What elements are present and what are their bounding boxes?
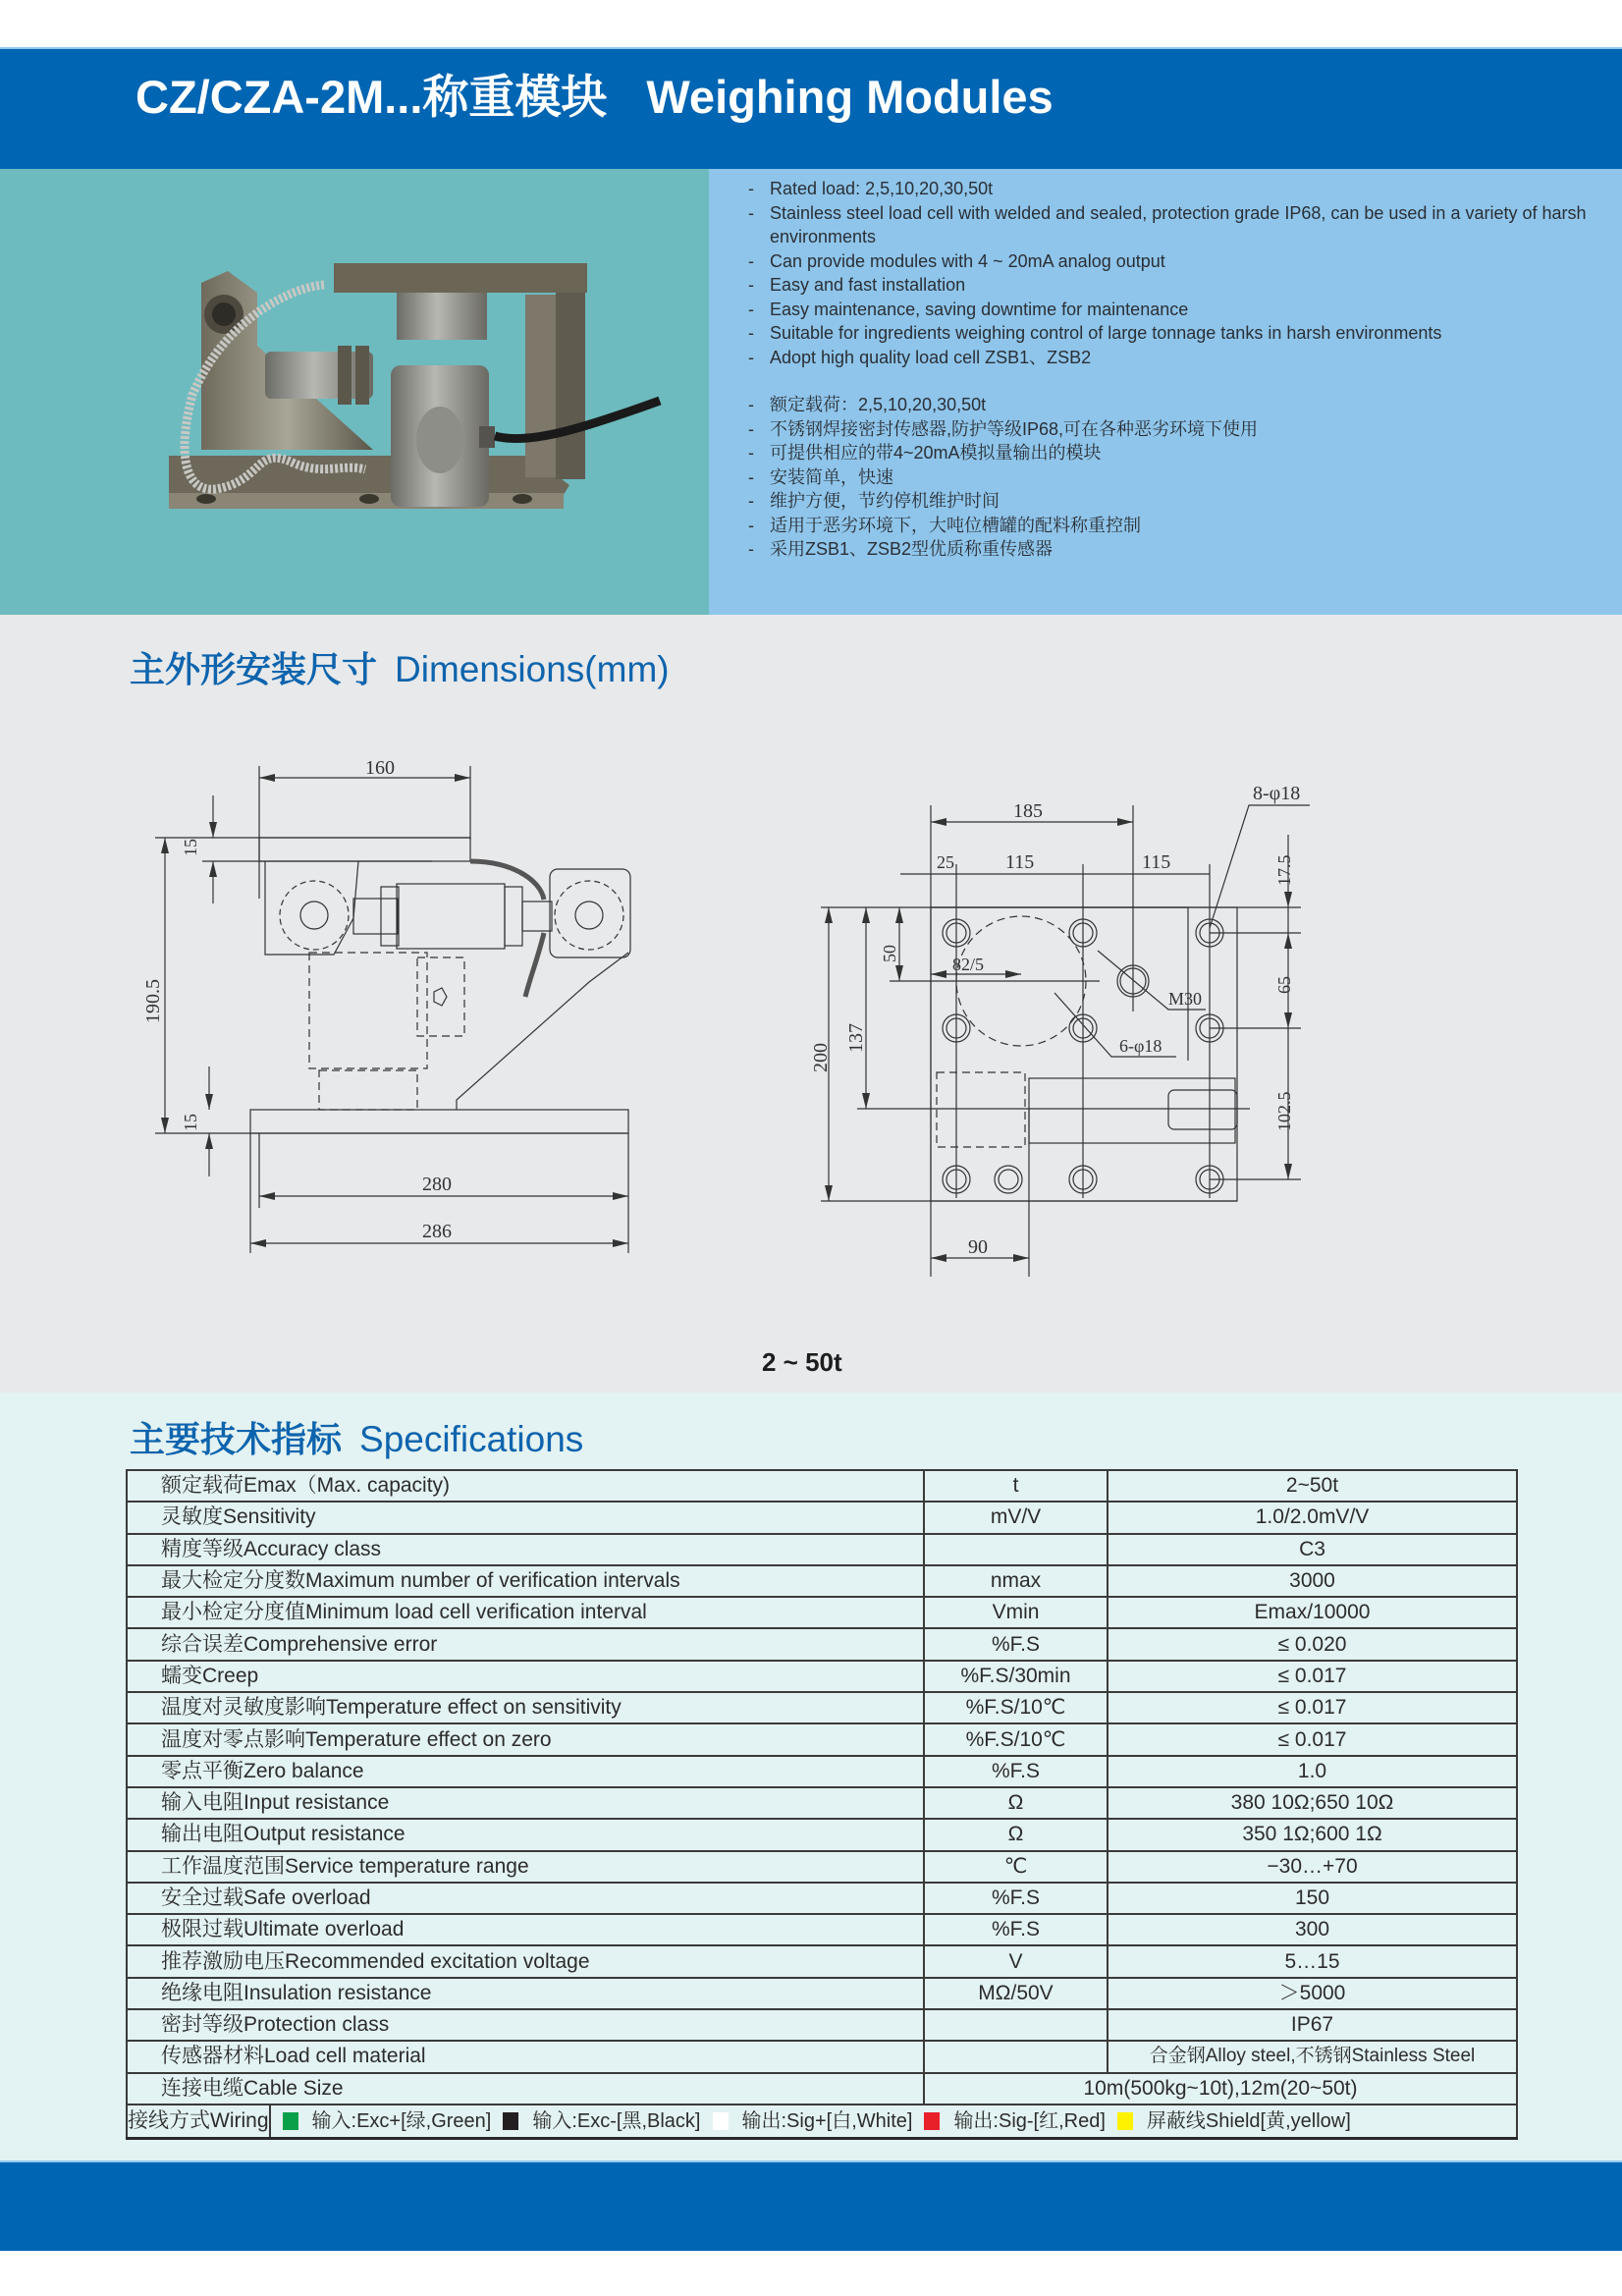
list-gap xyxy=(748,369,1622,393)
feature-item: - 不锈钢焊接密封传感器,防护等级IP68,可在各种恶劣环境下使用 xyxy=(748,417,1622,442)
table-row xyxy=(127,1978,1517,2009)
title-zh: CZ/CZA-2M...称重模块 xyxy=(135,71,608,123)
table-row xyxy=(127,1597,1517,1628)
weighing-module-illustration xyxy=(0,169,709,615)
wire-green xyxy=(283,2107,492,2135)
spec-unit: Ω xyxy=(924,1819,1108,1850)
dim-label: 25 xyxy=(937,852,954,872)
table-row xyxy=(127,1534,1517,1565)
spec-unit: %F.S xyxy=(924,1914,1108,1945)
spec-value: 2~50t xyxy=(1108,1470,1517,1502)
spec-label: 连接电缆Cable Size xyxy=(127,2073,924,2105)
spec-label: 零点平衡Zero balance xyxy=(127,1756,924,1787)
spec-label: 传感器材料Load cell material xyxy=(127,2041,924,2072)
spec-unit: t xyxy=(924,1470,1108,1502)
spec-label: 最大检定分度数Maximum number of verification intervals xyxy=(127,1565,924,1597)
spec-unit: %F.S/30min xyxy=(924,1661,1108,1692)
side-view-drawing xyxy=(137,746,746,1267)
specifications-table xyxy=(126,1469,1518,2140)
heading-zh: 主外形安装尺寸 xyxy=(130,649,378,689)
wiring-cell xyxy=(127,2105,1517,2139)
spec-value: 10m(500kg~10t),12m(20~50t) xyxy=(924,2073,1517,2105)
wire-black xyxy=(503,2107,700,2135)
footer-band xyxy=(0,2160,1622,2251)
dim-label: 17.5 xyxy=(1274,854,1294,886)
spec-unit xyxy=(924,2041,1108,2072)
spec-label: 蠕变Creep xyxy=(127,1661,924,1692)
wire-label: 输出:Sig-[红,Red] xyxy=(953,2109,1106,2132)
feature-list-panel xyxy=(709,169,1622,615)
feature-item: - Adopt high quality load cell ZSB1、ZSB2 xyxy=(748,346,1622,370)
spec-value: 5…15 xyxy=(1108,1945,1517,1977)
product-photo xyxy=(0,169,709,615)
feature-item: - Easy maintenance, saving downtime for maintenance xyxy=(748,298,1622,322)
spec-label: 绝缘电阻Insulation resistance xyxy=(127,1978,924,2009)
dim-label: 115 xyxy=(1005,851,1035,873)
spec-unit: ℃ xyxy=(924,1851,1108,1883)
hero-section xyxy=(0,169,1622,615)
spec-unit: MΩ/50V xyxy=(924,1978,1108,2009)
spec-unit: nmax xyxy=(924,1565,1108,1597)
top-view-drawing xyxy=(805,766,1541,1316)
feature-list-en xyxy=(748,177,1622,369)
table-row xyxy=(127,2009,1517,2041)
feature-item: - 适用于恶劣环境下，大吨位槽罐的配料称重控制 xyxy=(748,514,1622,538)
dim-label: 50 xyxy=(880,945,899,962)
spec-label: 精度等级Accuracy class xyxy=(127,1534,924,1565)
spec-label: 灵敏度Sensitivity xyxy=(127,1502,924,1533)
yellow-swatch-icon xyxy=(1117,2112,1133,2130)
spec-value: 合金钢Alloy steel,不锈钢Stainless Steel xyxy=(1108,2041,1517,2072)
spec-value: 3000 xyxy=(1108,1565,1517,1597)
feature-item: - 安装简单，快速 xyxy=(748,465,1622,490)
heading-en: Specifications xyxy=(359,1419,584,1459)
feature-list-zh xyxy=(748,393,1622,562)
feature-item: - 额定载荷：2,5,10,20,30,50t xyxy=(748,393,1622,417)
white-swatch-icon xyxy=(713,2112,729,2130)
table-row xyxy=(127,1628,1517,1660)
feature-item: - Rated load: 2,5,10,20,30,50t xyxy=(748,177,1622,201)
dim-label: 15 xyxy=(181,839,200,856)
wire-label: 输出:Sig+[白,White] xyxy=(741,2109,913,2132)
red-swatch-icon xyxy=(924,2112,940,2130)
table-row xyxy=(127,2041,1517,2072)
title-en: Weighing Modules xyxy=(646,71,1054,123)
bottom-margin xyxy=(0,2251,1622,2296)
table-row xyxy=(127,1565,1517,1597)
table-row xyxy=(127,1502,1517,1533)
spec-unit: %F.S/10℃ xyxy=(924,1723,1108,1755)
wire-label: 屏蔽线Shield[黄,yellow] xyxy=(1146,2109,1351,2132)
table-row-wiring xyxy=(127,2105,1517,2139)
table-row xyxy=(127,1883,1517,1914)
spec-value: C3 xyxy=(1108,1534,1517,1565)
dim-label: 102.5 xyxy=(1274,1091,1294,1131)
table-row xyxy=(127,1661,1517,1692)
spec-label: 综合误差Comprehensive error xyxy=(127,1628,924,1660)
spec-label: 密封等级Protection class xyxy=(127,2009,924,2041)
wire-label: 输入:Exc+[绿,Green] xyxy=(311,2109,492,2132)
table-row xyxy=(127,1851,1517,1883)
heading-zh: 主要技术指标 xyxy=(130,1419,343,1459)
spec-value: Emax/10000 xyxy=(1108,1597,1517,1628)
capacity-caption: 2 ~ 50t xyxy=(762,1347,842,1377)
spec-value: ＞5000 xyxy=(1108,1978,1517,2009)
table-row xyxy=(127,1723,1517,1755)
table-row xyxy=(127,1787,1517,1819)
dim-label: 115 xyxy=(1142,851,1171,873)
dim-label: 65 xyxy=(1274,976,1294,994)
green-swatch-icon xyxy=(283,2112,298,2130)
top-margin xyxy=(0,0,1622,47)
spec-label: 最小检定分度值Minimum load cell verification interval xyxy=(127,1597,924,1628)
specifications-section xyxy=(0,1393,1622,2160)
table-row xyxy=(127,1819,1517,1850)
dim-label: 8-φ18 xyxy=(1253,783,1301,804)
spec-unit: V xyxy=(924,1945,1108,1977)
spec-label: 温度对零点影响Temperature effect on zero xyxy=(127,1723,924,1755)
wire-white xyxy=(713,2107,913,2135)
spec-value: 150 xyxy=(1108,1883,1517,1914)
table-row-cable xyxy=(127,2073,1517,2105)
dim-label: 90 xyxy=(968,1236,988,1258)
spec-unit: %F.S xyxy=(924,1883,1108,1914)
spec-label: 极限过载Ultimate overload xyxy=(127,1914,924,1945)
table-row xyxy=(127,1914,1517,1945)
feature-item: - 可提供相应的带4~20mA模拟量输出的模块 xyxy=(748,441,1622,465)
feature-item: - 维护方便，节约停机维护时间 xyxy=(748,489,1622,514)
dim-label: 82/5 xyxy=(952,955,985,974)
spec-unit xyxy=(924,2009,1108,2041)
spec-value: 350 1Ω;600 1Ω xyxy=(1108,1819,1517,1850)
spec-unit: mV/V xyxy=(924,1502,1108,1533)
page-title xyxy=(135,61,1054,127)
dim-label: M30 xyxy=(1168,989,1203,1009)
table-row xyxy=(127,1692,1517,1723)
feature-item: - Stainless steel load cell with welded and sealed, protection grade IP68, can be used in a variety of harsh environments xyxy=(748,201,1622,249)
spec-label: 温度对灵敏度影响Temperature effect on sensitivity xyxy=(127,1692,924,1723)
dim-label: 280 xyxy=(422,1174,452,1195)
spec-unit: Ω xyxy=(924,1787,1108,1819)
wiring-label: 接线方式Wiring xyxy=(128,2105,271,2137)
spec-unit: %F.S xyxy=(924,1756,1108,1787)
heading-en: Dimensions(mm) xyxy=(395,649,670,689)
dim-label: 200 xyxy=(810,1043,832,1072)
spec-value: ≤ 0.017 xyxy=(1108,1661,1517,1692)
spec-label: 推荐激励电压Recommended excitation voltage xyxy=(127,1945,924,1977)
dim-label: 190.5 xyxy=(142,979,164,1023)
dimensions-heading xyxy=(130,642,670,692)
table-row xyxy=(127,1756,1517,1787)
wiring-legend xyxy=(271,2105,1363,2137)
wire-yellow xyxy=(1117,2107,1351,2135)
dimensions-section xyxy=(0,615,1622,1393)
spec-value: −30…+70 xyxy=(1108,1851,1517,1883)
dim-label: 137 xyxy=(845,1023,867,1053)
spec-label: 输出电阻Output resistance xyxy=(127,1819,924,1850)
spec-value: IP67 xyxy=(1108,2009,1517,2041)
dim-label: 6-φ18 xyxy=(1119,1036,1162,1056)
feature-item: - 采用ZSB1、ZSB2型优质称重传感器 xyxy=(748,537,1622,562)
dim-label: 15 xyxy=(181,1114,200,1131)
dim-label: 286 xyxy=(422,1221,452,1242)
spec-value: 380 10Ω;650 10Ω xyxy=(1108,1787,1517,1819)
spec-value: 1.0 xyxy=(1108,1756,1517,1787)
specifications-heading xyxy=(130,1412,583,1462)
feature-item: - Suitable for ingredients weighing control of large tonnage tanks in harsh environments xyxy=(748,321,1622,346)
spec-unit: %F.S/10℃ xyxy=(924,1692,1108,1723)
spec-label: 工作温度范围Service temperature range xyxy=(127,1851,924,1883)
table-row xyxy=(127,1470,1517,1502)
wire-label: 输入:Exc-[黑,Black] xyxy=(532,2109,701,2132)
feature-item: - Easy and fast installation xyxy=(748,273,1622,298)
spec-value: ≤ 0.017 xyxy=(1108,1692,1517,1723)
wire-red xyxy=(924,2107,1105,2135)
spec-unit xyxy=(924,1534,1108,1565)
spec-label: 额定载荷Emax（Max. capacity) xyxy=(127,1470,924,1502)
spec-value: 1.0/2.0mV/V xyxy=(1108,1502,1517,1533)
black-swatch-icon xyxy=(503,2112,518,2130)
dim-label: 185 xyxy=(1013,800,1043,822)
spec-label: 输入电阻Input resistance xyxy=(127,1787,924,1819)
spec-value: ≤ 0.017 xyxy=(1108,1723,1517,1755)
spec-value: ≤ 0.020 xyxy=(1108,1628,1517,1660)
spec-label: 安全过载Safe overload xyxy=(127,1883,924,1914)
table-row xyxy=(127,1945,1517,1977)
dim-label: 160 xyxy=(365,757,395,779)
spec-unit: %F.S xyxy=(924,1628,1108,1660)
feature-item: - Can provide modules with 4 ~ 20mA analog output xyxy=(748,249,1622,274)
spec-value: 300 xyxy=(1108,1914,1517,1945)
spec-unit: Vmin xyxy=(924,1597,1108,1628)
